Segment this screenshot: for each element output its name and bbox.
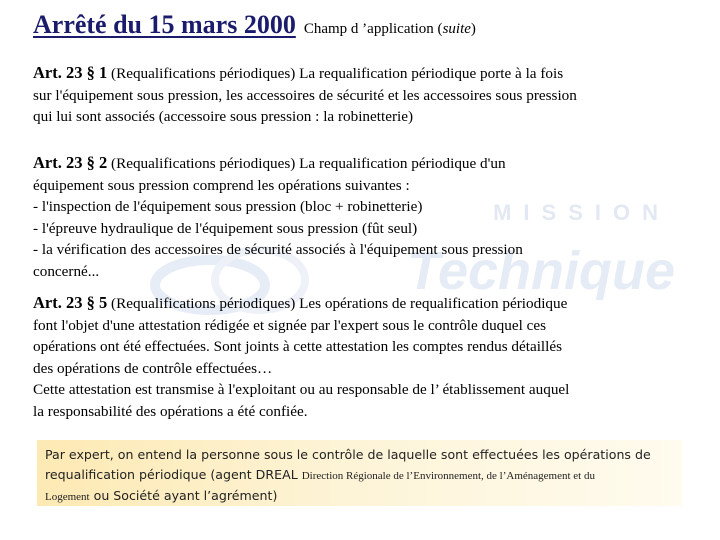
watermark-technique-text: Technique bbox=[406, 241, 675, 301]
article-23-2: Art. 23 § 2 (Requalifications périodiques) La requalification périodique d'un équipement sous pression comprend les opérations suivantes : - l'inspection de l'équipement sous pression (bloc + robinetterie) - l'épreuve hydraulique de l'équipement sous pression (fût seul) - la vérification des accessoires de sécurité associés à l'équipement sous pression concerné... bbox=[33, 153, 523, 280]
article-23-5: Art. 23 § 5 (Requalifications périodiques) Les opérations de requalification périodique font l'objet d'une attestation rédigée et signée par l'expert sous le contrôle duquel ces opérations ont été effectuées. Sont joints à cette attestation les comptes rendus détaillés des opérations de contrôle effectuées… Cette attestation est transmise à l'exploitant ou au responsable de l’ établissement auquel la responsabilité des opérations a été confiée. bbox=[33, 293, 570, 420]
page-title bbox=[33, 10, 476, 40]
article-23-1: Art. 23 § 1 (Requalifications périodiques) La requalification périodique porte à la fois sur l'équipement sous pression, les accessoires de sécurité et les accessoires sous pression qui lui sont associés (accessoire sous pression : la robinetterie) bbox=[33, 63, 577, 126]
watermark-mission-text: MISSION bbox=[493, 200, 670, 225]
expert-definition-note: Par expert, on entend la personne sous le contrôle de laquelle sont effectuées les opérations de requalification périodique (agent DREAL Direction Régionale de l’Environnement, de l’Aménagement et du Logement ou Société ayant l’agrément) bbox=[37, 440, 682, 506]
article-label: Art. 23 § 1 bbox=[33, 63, 108, 82]
title-subtitle: Champ d ’application (suite) bbox=[303, 21, 476, 37]
article-label: Art. 23 § 5 bbox=[33, 293, 108, 312]
article-label: Art. 23 § 2 bbox=[33, 153, 108, 172]
title-main: Arrêté du 15 mars 2000 bbox=[33, 10, 296, 39]
